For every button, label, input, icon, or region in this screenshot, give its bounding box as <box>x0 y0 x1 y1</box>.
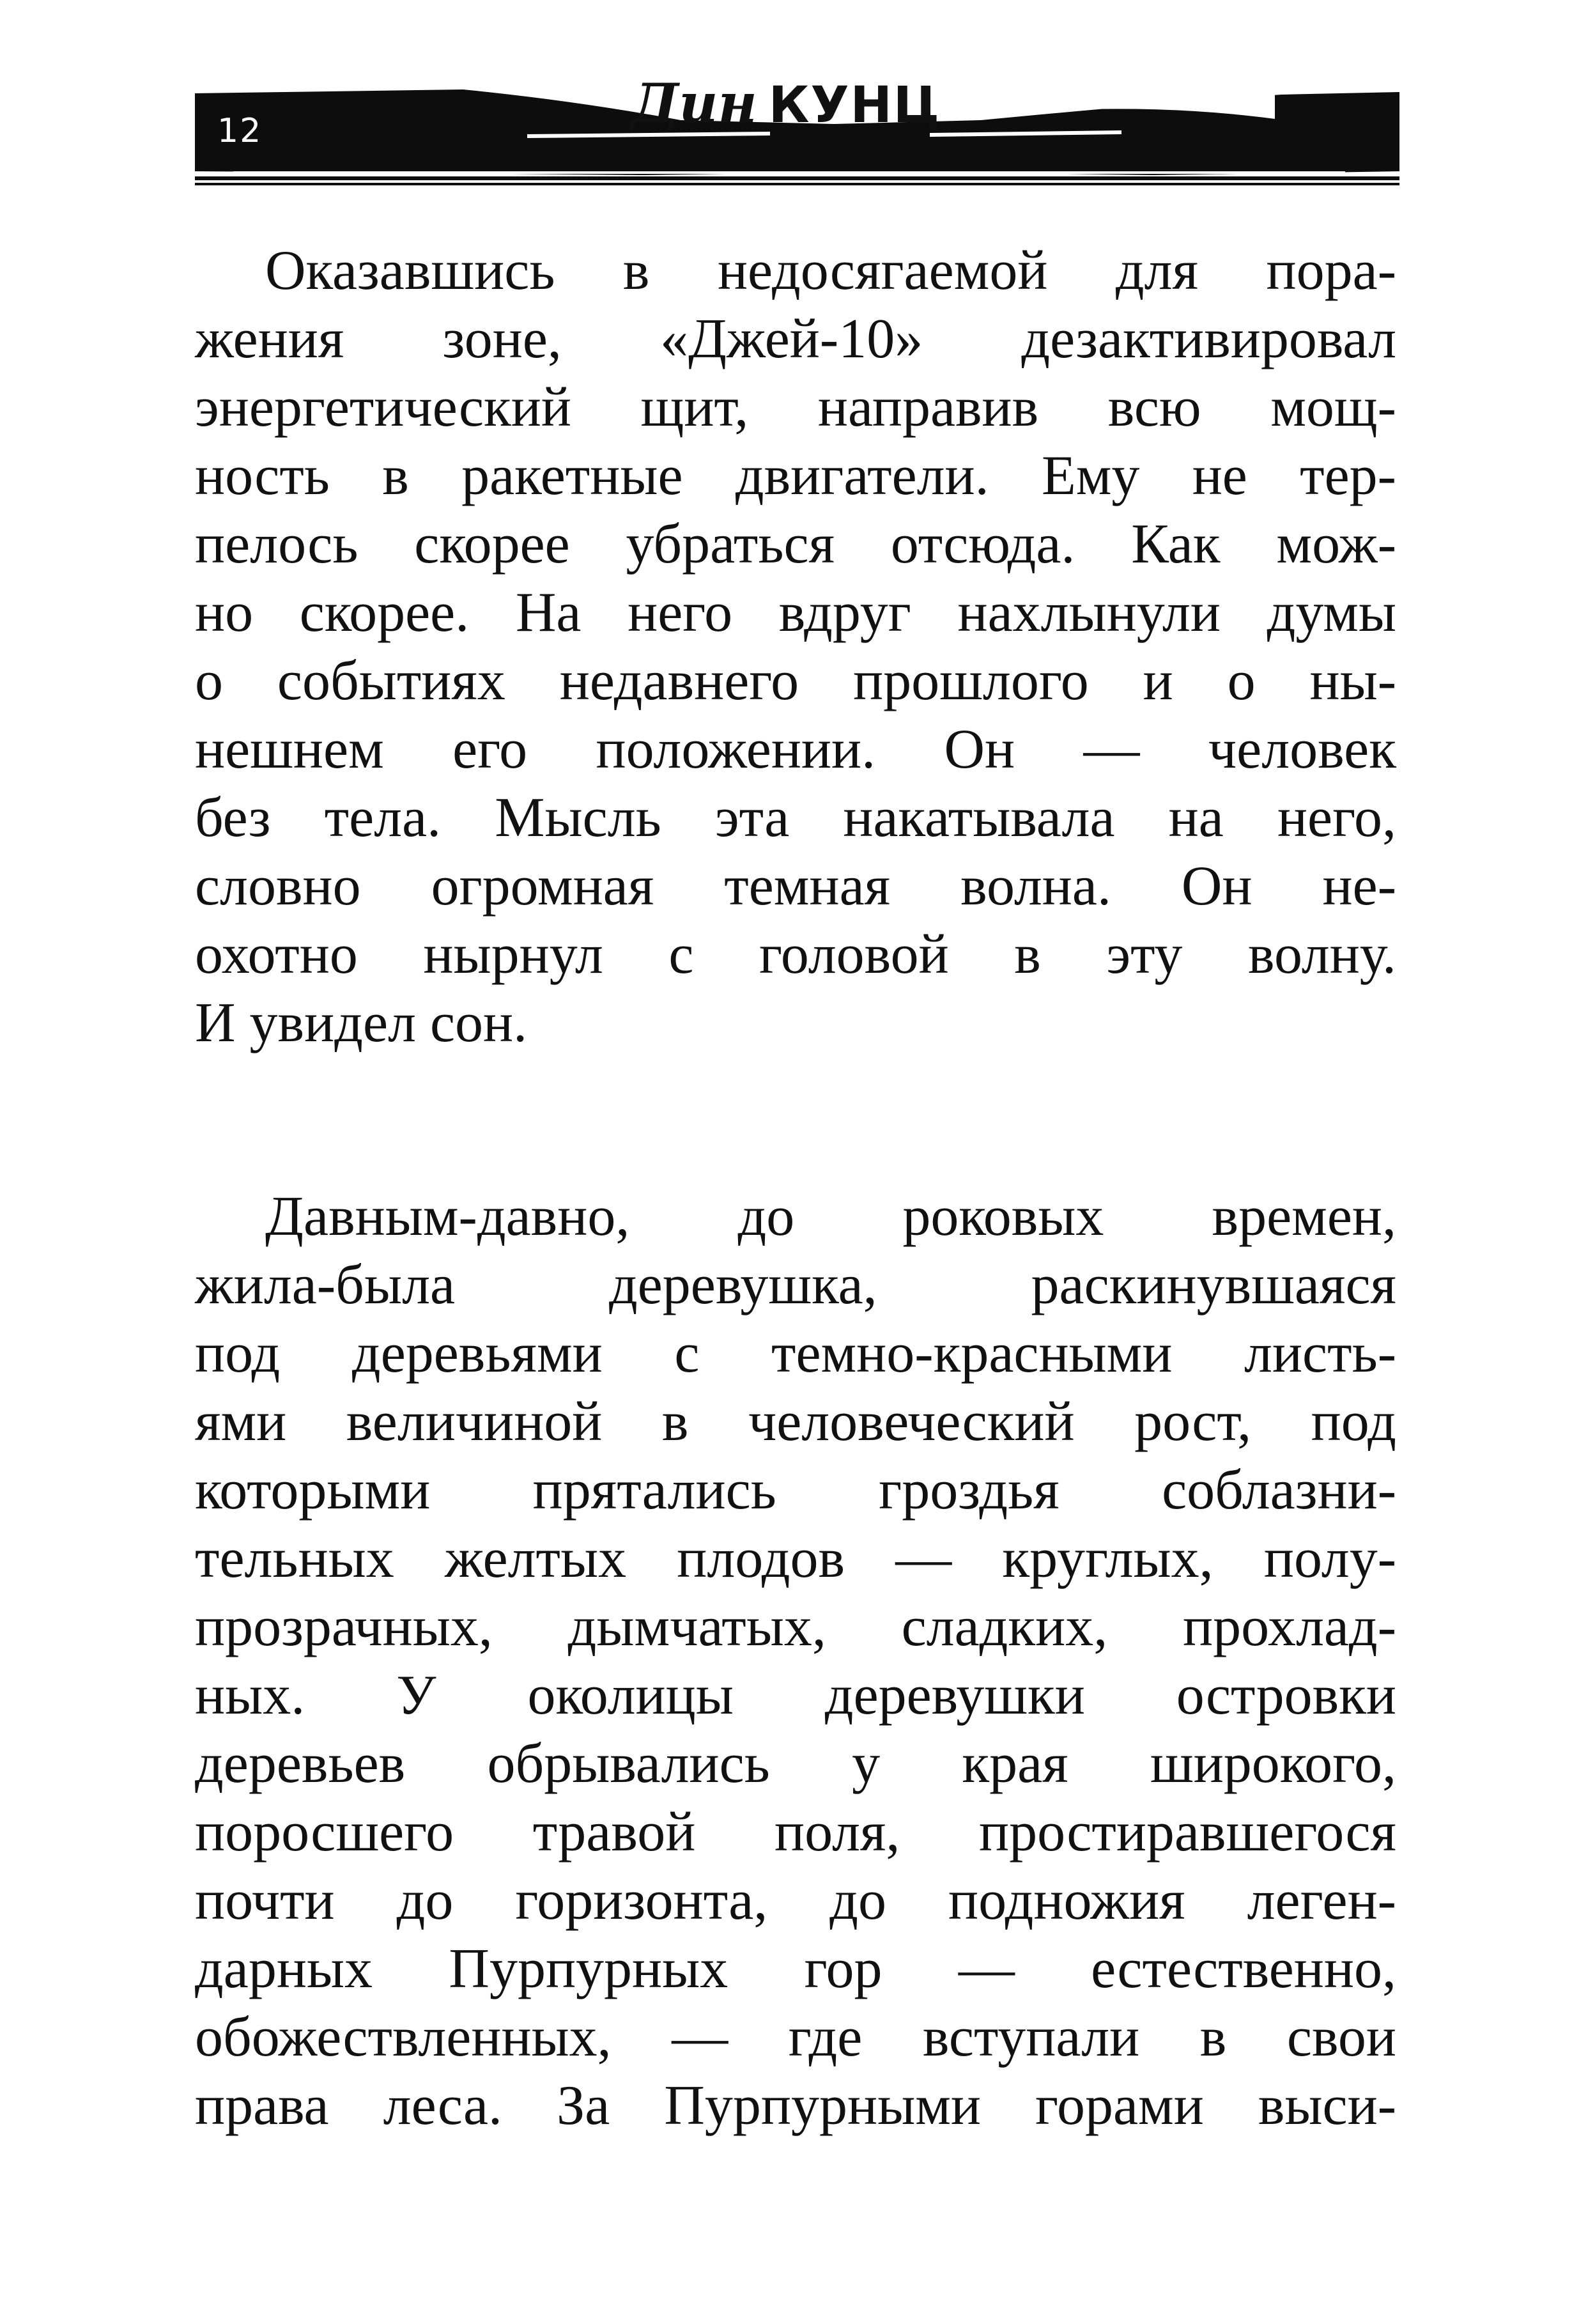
text-line: поросшего травой поля, простиравшегося <box>195 1801 1396 1863</box>
text-line: жения зоне, «Джей-10» дезактивировал <box>195 308 1396 370</box>
text-line: прозрачных, дымчатых, сладких, прохлад- <box>195 1596 1396 1658</box>
text-line: почти до горизонта, до подножия леген- <box>195 1870 1396 1932</box>
text-line: охотно нырнул с головой в эту волну. <box>195 924 1396 986</box>
text-line: ями величиной в человеческий рост, под <box>195 1391 1396 1453</box>
paragraph-2 <box>195 1182 1396 2140</box>
text-line: тельных желтых плодов — круглых, полу- <box>195 1528 1396 1590</box>
text-line: жила-была деревушка, раскинувшаяся <box>195 1254 1396 1316</box>
text-line: деревьев обрывались у края широкого, <box>195 1733 1396 1795</box>
author-first-name: Дин <box>631 72 757 135</box>
text-line: но скорее. На него вдруг нахлынули думы <box>195 582 1396 644</box>
text-line: И увидел сон. <box>195 992 528 1054</box>
text-line: дарных Пурпурных гор — естественно, <box>195 1938 1396 2000</box>
text-line: Оказавшись в недосягаемой для пора- <box>265 240 1396 302</box>
text-line: которыми прятались гроздья соблазни- <box>195 1459 1396 1521</box>
text-line: словно огромная темная волна. Он не- <box>195 855 1396 917</box>
text-line: ность в ракетные двигатели. Ему не тер- <box>195 445 1396 507</box>
text-line: пелось скорее убраться отсюда. Как мож- <box>195 513 1396 575</box>
text-line: о событиях недавнего прошлого и о ны- <box>195 650 1396 712</box>
text-line: ных. У околицы деревушки островки <box>195 1664 1396 1726</box>
text-line: права леса. За Пурпурными горами выси- <box>195 2075 1396 2137</box>
text-line: обожествленных, — где вступали в свои <box>195 2006 1396 2068</box>
text-line: энергетический щит, направив всю мощ- <box>195 376 1396 438</box>
text-line: без тела. Мысль эта накатывала на него, <box>195 787 1396 849</box>
page-number: 12 <box>217 112 263 150</box>
text-line: Давным-давно, до роковых времен, <box>265 1186 1396 1248</box>
running-head <box>0 72 1572 135</box>
text-line: нешнем его положении. Он — человек <box>195 718 1396 780</box>
paragraph-1 <box>195 236 1396 1057</box>
text-line: под деревьями с темно-красными листь- <box>195 1322 1396 1384</box>
author-last-name: КУНЦ <box>768 77 941 134</box>
